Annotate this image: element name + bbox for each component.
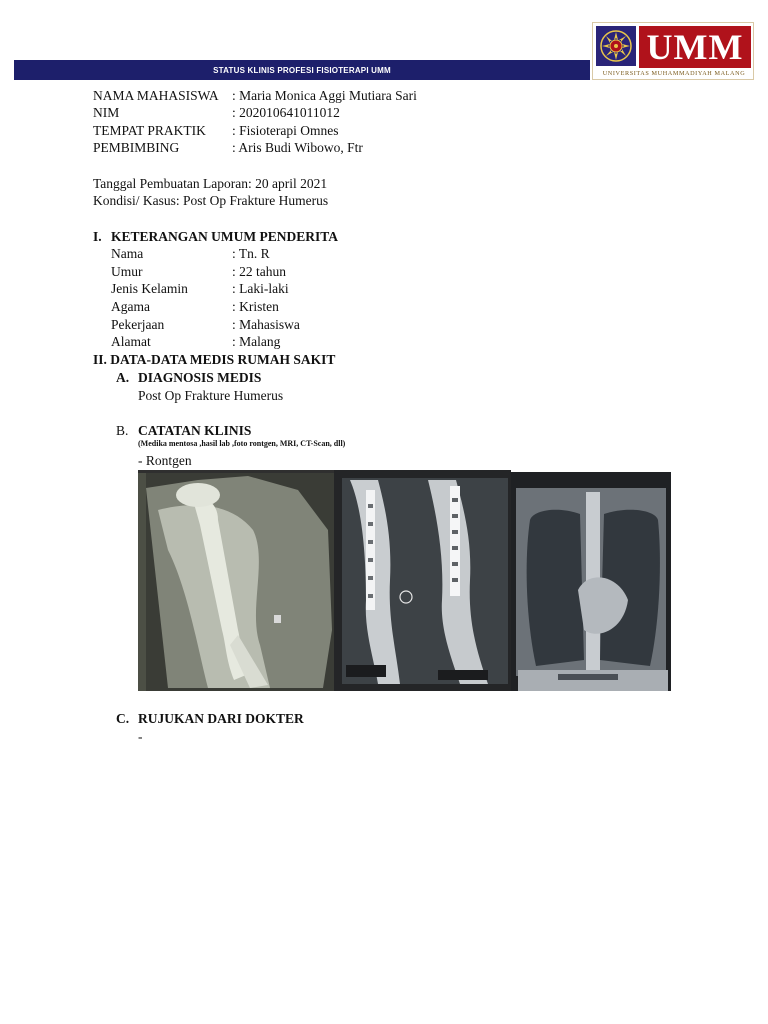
- field-value: : Mahasiswa: [232, 317, 300, 332]
- section1-title: KETERANGAN UMUM PENDERITA: [111, 229, 339, 244]
- logo-subtitle: UNIVERSITAS MUHAMMADIYAH MALANG: [602, 70, 746, 77]
- section2c-title: RUJUKAN DARI DOKTER: [138, 711, 304, 726]
- section2b-title: CATATAN KLINIS: [138, 423, 252, 438]
- section1-number: I.: [93, 229, 102, 244]
- field-value: : Aris Budi Wibowo, Ftr: [232, 140, 363, 155]
- field-value: : Fisioterapi Omnes: [232, 123, 339, 138]
- field-label: Umur: [111, 264, 143, 279]
- section2a-title: DIAGNOSIS MEDIS: [138, 370, 262, 385]
- section2-title: II. DATA-DATA MEDIS RUMAH SAKIT: [93, 352, 336, 367]
- report-case: Kondisi/ Kasus: Post Op Frakture Humerus: [93, 193, 329, 208]
- rontgen-images: [138, 470, 671, 691]
- logo-text: UMM: [646, 27, 744, 67]
- header-bar: [14, 60, 590, 80]
- field-label: NAMA MAHASISWA: [93, 88, 219, 103]
- umm-logo: [592, 22, 754, 80]
- field-value: : 22 tahun: [232, 264, 286, 279]
- section2a-letter: A.: [116, 370, 130, 385]
- field-value: : 202010641011012: [232, 105, 340, 120]
- field-value: : Kristen: [232, 299, 279, 314]
- umm-emblem-icon: [596, 26, 636, 66]
- humerus-plate-xray-icon: [334, 470, 511, 691]
- field-label: Alamat: [111, 334, 151, 349]
- rontgen-item: - Rontgen: [138, 453, 192, 468]
- diagnosis-text: Post Op Frakture Humerus: [138, 388, 284, 403]
- field-label: NIM: [93, 105, 120, 120]
- field-label: Nama: [111, 246, 144, 261]
- report-date: Tanggal Pembuatan Laporan: 20 april 2021: [93, 176, 328, 191]
- field-label: Pekerjaan: [111, 317, 165, 332]
- section2c-letter: C.: [116, 711, 130, 726]
- humerus-xray-lateral-icon: [138, 470, 334, 691]
- field-label: Agama: [111, 299, 150, 314]
- field-label: TEMPAT PRAKTIK: [93, 123, 206, 138]
- field-value: : Maria Monica Aggi Mutiara Sari: [232, 88, 417, 103]
- chest-xray-icon: [511, 472, 671, 691]
- section2b-letter: B.: [116, 423, 129, 438]
- field-value: : Laki-laki: [232, 281, 289, 296]
- field-label: Jenis Kelamin: [111, 281, 188, 296]
- field-value: : Malang: [232, 334, 281, 349]
- field-label: PEMBIMBING: [93, 140, 180, 155]
- field-value: : Tn. R: [232, 246, 270, 261]
- logo-wordmark: [639, 26, 751, 68]
- header-title: STATUS KLINIS PROFESI FISIOTERAPI UMM: [213, 65, 391, 75]
- referral-text: -: [138, 729, 143, 744]
- clinical-note: (Medika mentosa ,hasil lab ,foto rontgen, MRI, CT-Scan, dll): [138, 439, 346, 448]
